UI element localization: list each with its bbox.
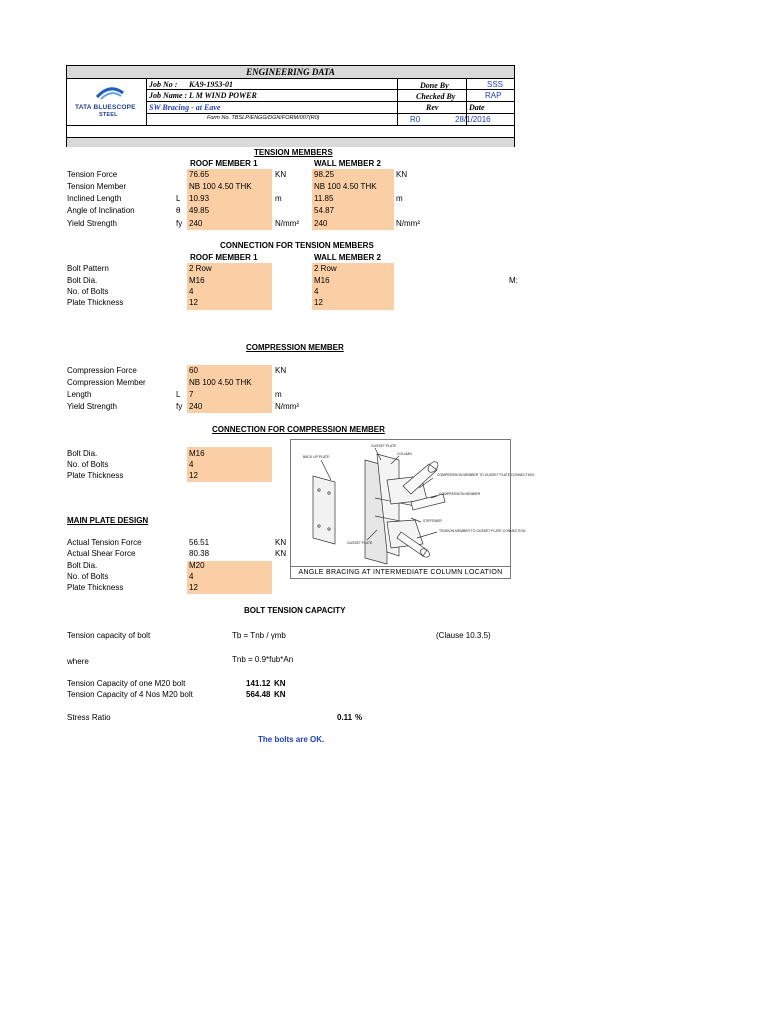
job-info	[146, 79, 397, 125]
tension-roof-value[interactable]: NB 100 4.50 THK	[189, 182, 252, 191]
nominal-capacity-formula: Tnb = 0.9*fub*An	[232, 655, 294, 664]
tension-capacity-label: Tension capacity of bolt	[67, 631, 151, 640]
tension-roof-unit: N/mm²	[275, 219, 299, 228]
compression-title: COMPRESSION MEMBER	[246, 343, 344, 352]
tension-roof-value[interactable]: 76.65	[189, 170, 210, 179]
compression-value[interactable]: NB 100 4.50 THK	[189, 378, 252, 387]
compression-unit: m	[275, 390, 282, 399]
bolts-result: The bolts are OK.	[258, 735, 325, 744]
conn-tension-col1-header: ROOF MEMBER 1	[190, 253, 258, 262]
tension-members-title: TENSION MEMBERS	[254, 148, 333, 157]
header-bottom-band	[67, 137, 514, 147]
job-description: SW Bracing - at Eave	[149, 103, 221, 112]
label-stiffener: STIFFENER	[423, 519, 442, 523]
conn-tension-roof-value[interactable]: 2 Row	[189, 264, 212, 273]
job-no-label: Job No :	[149, 80, 178, 89]
bracing-drawing-icon	[291, 440, 534, 567]
stress-ratio-unit: %	[355, 713, 363, 722]
conn-tension-row-label: Bolt Pattern	[67, 264, 109, 273]
tension-roof-value[interactable]: 49.85	[189, 206, 210, 215]
conn-tension-roof-value[interactable]: M16	[189, 276, 205, 285]
compression-value[interactable]: 60	[189, 366, 198, 375]
bracing-detail-figure	[290, 439, 534, 579]
label-column: COLUMN	[397, 452, 412, 456]
conn-tension-roof-value[interactable]: 12	[189, 298, 198, 307]
conn-compression-value[interactable]: 12	[189, 471, 198, 480]
tension-roof-value[interactable]: 240	[189, 219, 203, 228]
conn-tension-col2-header: WALL MEMBER 2	[314, 253, 381, 262]
conn-tension-side-note: M:	[509, 276, 518, 285]
label-gusset-top: GUSSET PLATE	[371, 444, 397, 448]
conn-tension-row-label: No. of Bolts	[67, 287, 109, 296]
rev-label: Rev	[426, 103, 439, 112]
label-backup-plate: BACK UP PLATE	[303, 455, 330, 459]
tension-wall-unit: KN	[396, 170, 408, 179]
stress-ratio-value: 0.11	[337, 713, 353, 722]
tension-roof-unit: KN	[275, 170, 287, 179]
main-plate-unit: KN	[275, 549, 287, 558]
done-by-label: Done By	[420, 81, 449, 90]
tension-row-symbol: θ	[176, 206, 181, 215]
label-gusset-bottom: GUSSET PLATE	[347, 541, 373, 545]
one-bolt-capacity-unit: KN	[274, 679, 286, 688]
conn-tension-wall-value[interactable]: 12	[314, 298, 323, 307]
tension-row-label: Tension Force	[67, 170, 118, 179]
main-plate-value[interactable]: M20	[189, 561, 205, 570]
logo-line2: STEEL	[99, 112, 118, 118]
compression-unit: KN	[275, 366, 287, 375]
job-name-value: L M WIND POWER	[189, 91, 257, 100]
tension-roof-unit: m	[275, 194, 282, 203]
tension-wall-value[interactable]: 54.87	[314, 206, 335, 215]
main-plate-value: 56.51	[189, 538, 210, 547]
job-name-label: Job Name :	[149, 91, 188, 100]
date-label: Date	[469, 103, 485, 112]
compression-unit: N/mm²	[275, 402, 299, 411]
conn-tension-wall-value[interactable]: 4	[314, 287, 319, 296]
tension-row-label: Angle of Inclination	[67, 206, 135, 215]
header-title: ENGINEERING DATA	[246, 67, 335, 77]
where-label: where	[67, 657, 89, 666]
tension-wall-unit: N/mm²	[396, 219, 420, 228]
compression-row-label: Compression Member	[67, 378, 146, 387]
header-title-row	[67, 66, 514, 79]
main-plate-row-label: Actual Tension Force	[67, 538, 142, 547]
rev-value: R0	[410, 115, 421, 124]
compression-row-label: Length	[67, 390, 92, 399]
tension-row-label: Tension Member	[67, 182, 127, 191]
main-plate-row-label: Plate Thickness	[67, 583, 124, 592]
compression-row-symbol: L	[176, 390, 181, 399]
main-plate-value[interactable]: 12	[189, 583, 198, 592]
main-plate-row-label: No. of Bolts	[67, 572, 109, 581]
label-comp-conn: COMPRESSION MEMBER TO GUSSET PLATE CONNECTION	[437, 473, 534, 477]
tension-row-label: Inclined Length	[67, 194, 122, 203]
tension-wall-unit: m	[396, 194, 403, 203]
tension-capacity-formula: Tb = Tnb / γmb	[232, 631, 286, 640]
tension-wall-value[interactable]: NB 100 4.50 THK	[314, 182, 377, 191]
one-bolt-capacity-label: Tension Capacity of one M20 bolt	[67, 679, 186, 688]
conn-tension-roof-value[interactable]: 4	[189, 287, 194, 296]
conn-compression-title: CONNECTION FOR COMPRESSION MEMBER	[212, 425, 385, 434]
main-plate-value[interactable]: 4	[189, 572, 194, 581]
tension-row-symbol: fy	[176, 219, 183, 228]
compression-value[interactable]: 7	[189, 390, 194, 399]
engineering-data-header	[66, 65, 515, 147]
job-no-value: KA9-1953-01	[189, 80, 233, 89]
checked-by-label: Checked By	[416, 92, 456, 101]
form-number: Form No. TBSLP/ENGG/DGN/FORM/007(R0)	[207, 115, 320, 121]
one-bolt-capacity-value: 141.12	[246, 679, 271, 688]
compression-row-label: Compression Force	[67, 366, 137, 375]
conn-tension-row-label: Bolt Dia.	[67, 276, 98, 285]
conn-compression-row-label: Bolt Dia.	[67, 449, 98, 458]
label-comp-member: COMPRESSION MEMBER	[439, 492, 481, 496]
four-bolt-capacity-label: Tension Capacity of 4 Nos M20 bolt	[67, 690, 193, 699]
bolt-tension-title: BOLT TENSION CAPACITY	[244, 606, 346, 615]
main-plate-row-label: Actual Shear Force	[67, 549, 136, 558]
stress-ratio-label: Stress Ratio	[67, 713, 111, 722]
four-bolt-capacity-unit: KN	[274, 690, 286, 699]
conn-compression-value[interactable]: 4	[189, 460, 194, 469]
conn-compression-row-label: Plate Thickness	[67, 471, 124, 480]
tension-wall-value[interactable]: 98.25	[314, 170, 335, 179]
tension-row-label: Yield Strength	[67, 219, 117, 228]
compression-row-symbol: fy	[176, 402, 183, 411]
conn-compression-value[interactable]: M16	[189, 449, 205, 458]
done-by-value: SSS	[487, 80, 504, 89]
date-value: 28/1/2016	[455, 115, 491, 124]
tension-roof-value[interactable]: 10.93	[189, 194, 210, 203]
main-plate-value: 80.38	[189, 549, 210, 558]
conn-tension-wall-value[interactable]: 2 Row	[314, 264, 337, 273]
tata-bluescope-logo-icon	[95, 85, 125, 101]
tension-capacity-clause: (Clause 10.3.5)	[436, 631, 491, 640]
tension-col1-header: ROOF MEMBER 1	[190, 159, 258, 168]
logo-line1: TATA BLUESCOPE	[75, 104, 136, 111]
signoff-values	[455, 79, 514, 125]
four-bolt-capacity-value: 564.48	[246, 690, 271, 699]
tension-row-symbol: L	[176, 194, 181, 203]
conn-tension-row-label: Plate Thickness	[67, 298, 124, 307]
compression-row-label: Yield Strength	[67, 402, 117, 411]
tension-col2-header: WALL MEMBER 2	[314, 159, 381, 168]
conn-tension-wall-value[interactable]: M16	[314, 276, 330, 285]
figure-caption: ANGLE BRACING AT INTERMEDIATE COLUMN LOCATION	[291, 566, 510, 578]
conn-compression-row-label: No. of Bolts	[67, 460, 109, 469]
compression-value[interactable]: 240	[189, 402, 203, 411]
tension-wall-value[interactable]: 240	[314, 219, 328, 228]
tension-wall-value[interactable]: 11.85	[314, 194, 334, 203]
main-plate-unit: KN	[275, 538, 287, 547]
logo-area	[67, 79, 146, 125]
main-plate-row-label: Bolt Dia.	[67, 561, 98, 570]
checked-by-value: RAP	[485, 91, 502, 100]
header-spacer-row	[67, 125, 514, 137]
main-plate-title: MAIN PLATE DESIGN	[67, 516, 149, 525]
label-tension-conn: TENSION MEMBER TO GUSSET PLATE CONNECTION	[439, 529, 526, 533]
conn-tension-title: CONNECTION FOR TENSION MEMBERS	[220, 241, 374, 250]
